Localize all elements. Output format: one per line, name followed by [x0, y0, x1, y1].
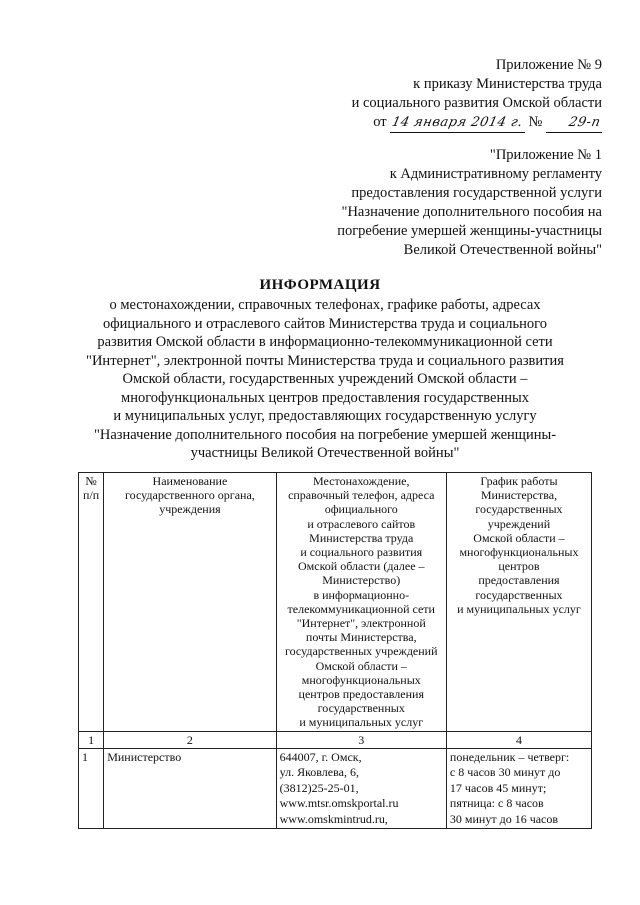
header-text: почты Министерства,	[305, 630, 417, 645]
header-text: государственных	[475, 587, 563, 602]
header-text: Министерства,	[480, 488, 558, 503]
header-cell-name	[104, 473, 276, 732]
header-cell-number	[79, 473, 104, 732]
appendix-9-line-1: Приложение № 9	[495, 57, 602, 73]
subtitle-line: многофункциональных центров предоставления государственных	[121, 389, 529, 406]
header-text: центров	[498, 559, 540, 574]
column-number-cell: 3	[276, 731, 446, 748]
header-text: государственных учреждений	[285, 644, 438, 659]
subtitle-line: "Назначение дополнительного пособия на погребение умершей женщины-	[93, 426, 557, 443]
subtitle-line: Омской области, государственных учреждений Омской области –	[122, 371, 528, 387]
from-label: от	[373, 114, 387, 130]
subtitle-line: и муниципальных услуг, предоставляющих государственную услугу	[113, 408, 537, 424]
row-name-cell: Министерство	[104, 748, 276, 829]
header-text: предоставления	[478, 573, 560, 588]
table-header-row	[79, 473, 592, 732]
address-line: ул. Яковлева, 6,	[279, 765, 359, 780]
row-number-cell: 1	[79, 748, 104, 829]
appendix-9-line-3: и социального развития Омской области	[351, 95, 602, 111]
header-text: Министерство)	[322, 573, 401, 588]
header-text: многофункциональных	[301, 672, 421, 687]
appendix-9-date-line	[373, 113, 602, 133]
appendix-9-header	[352, 56, 602, 133]
header-text: Министерства труда	[309, 530, 414, 545]
header-text: и социального развития	[300, 545, 423, 560]
header-text: государственного органа,	[125, 488, 255, 503]
header-cell-schedule	[446, 473, 591, 732]
header-text: Местонахождение,	[313, 474, 410, 488]
appendix-1-header	[337, 146, 602, 260]
website-line: www.mtsr.omskportal.ru	[279, 796, 399, 811]
appendix-1-line: Великой Отечественной войны"	[403, 242, 602, 258]
subtitle-line: участницы Великой Отечественной войны"	[190, 445, 460, 461]
appendix-1-line: погребение умершей женщины-участницы	[337, 223, 602, 239]
subtitle-line: развития Омской области в информационно-телекоммуникационной сети	[97, 334, 553, 350]
appendix-1-line: "Приложение № 1	[489, 147, 602, 163]
header-text: и муниципальных услуг	[457, 601, 581, 616]
schedule-line: понедельник – четверг:	[449, 749, 570, 764]
schedule-line: 30 минут до 16 часов	[449, 811, 559, 826]
document-subtitle	[60, 296, 590, 463]
column-number-cell: 4	[446, 731, 591, 748]
subtitle-line: официального и отраслевого сайтов Министерства труда и социального	[102, 315, 547, 332]
schedule-line: пятница: с 8 часов	[449, 796, 544, 811]
phone-line: (3812)25-25-01,	[279, 780, 359, 795]
appendix-1-line: "Назначение дополнительного пособия на	[341, 204, 602, 220]
header-text: официального	[324, 502, 398, 517]
header-text: государственных	[475, 502, 563, 517]
appendix-1-line: к Административному регламенту	[389, 166, 602, 182]
handwritten-date: 14 января 2014 г.	[390, 115, 525, 130]
number-label: №	[528, 114, 543, 130]
header-text: Омской области (далее –	[298, 559, 425, 574]
appendix-9-line-2: к приказу Министерства труда	[413, 76, 602, 92]
subtitle-line: о местонахождении, справочных телефонах, графике работы, адресах	[109, 297, 541, 313]
header-text: центров предоставления	[298, 687, 424, 702]
subtitle-line: "Интернет", электронной почты Министерства труда и социального развития	[86, 352, 564, 369]
website-line: www.omskmintrud.ru,	[279, 811, 388, 826]
header-text: телекоммуникационной сети	[287, 601, 435, 616]
column-number-row	[79, 731, 592, 748]
header-text: и муниципальных услуг	[299, 715, 424, 730]
schedule-line: с 8 часов 30 минут до	[449, 765, 561, 780]
header-text: п/п	[83, 488, 100, 503]
header-cell-location	[276, 473, 446, 732]
header-text: "Интернет", электронной	[296, 616, 426, 631]
header-text: Омской области –	[473, 530, 565, 545]
header-text: справочный телефон, адреса	[288, 488, 435, 503]
row-address-cell	[276, 748, 446, 829]
column-number-cell: 1	[79, 731, 104, 748]
column-number-cell: 2	[104, 731, 276, 748]
header-text: учреждения	[159, 502, 221, 517]
header-text: №	[85, 474, 97, 488]
address-line: 644007, г. Омск,	[279, 749, 362, 764]
appendix-1-line: предоставления государственной услуги	[351, 185, 602, 201]
row-schedule-cell	[446, 748, 591, 829]
schedule-line: 17 часов 45 минут;	[449, 780, 547, 795]
table-row	[79, 748, 592, 829]
info-table	[78, 472, 592, 829]
header-text: и отраслевого сайтов	[307, 516, 416, 531]
header-text: График работы	[480, 474, 558, 488]
header-text: Наименование	[152, 474, 228, 488]
header-text: учреждений	[487, 516, 551, 531]
header-text: в информационно-	[313, 587, 410, 602]
header-text: многофункциональных	[459, 545, 579, 560]
header-text: государственных	[317, 701, 405, 716]
header-text: Омской области –	[315, 658, 407, 673]
document-title: ИНФОРМАЦИЯ	[259, 277, 381, 293]
handwritten-number: 29-п	[567, 115, 602, 130]
